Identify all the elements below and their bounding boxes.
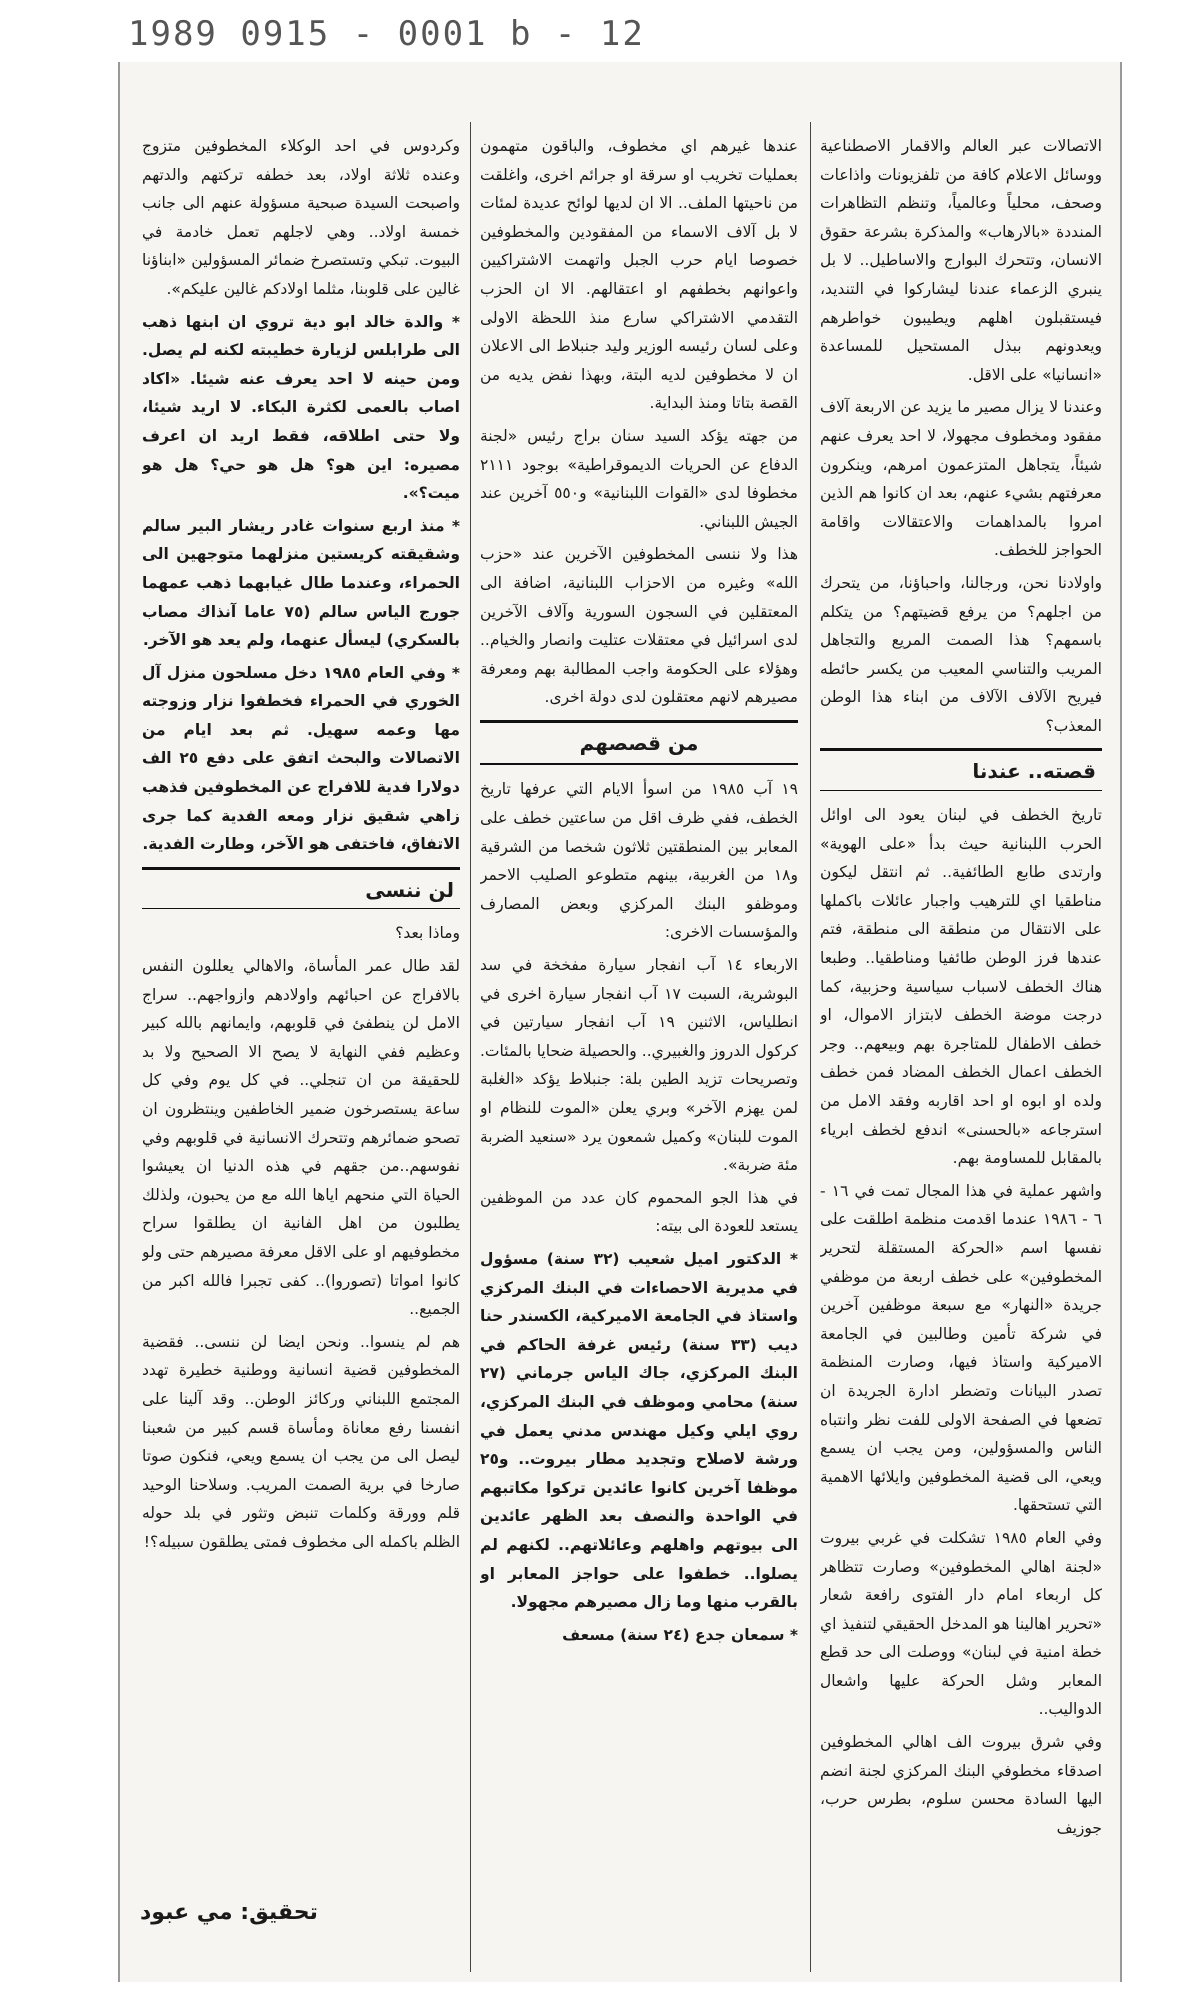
author-byline: تحقيق: مي عبود (140, 1900, 318, 1925)
article-column-middle (480, 132, 798, 1653)
paragraph: * وفي العام ١٩٨٥ دخل مسلحون منزل آل الخوري في الحمراء فخطفوا نزار وزوجته مها وعمه سهيل. ثم بعد ايام من الاتصالات والبحث اتفق على دفع ٢٥ الف دولارا فدية للافراج عن المخطوفين فذهب زاهي شقيق نزار ومعه الفدية كما جرى الاتفاق، فاختفى هو الآخر، وطارت الفدية. (142, 663, 460, 854)
paragraph: الاربعاء ١٤ آب انفجار سيارة مفخخة في سد البوشرية، السبت ١٧ آب انفجار سيارة اخرى في انطلياس، الاثنين ١٩ آب انفجار سيارتين في كركول الدروز والغبيري.. والحصيلة ضحايا بالمئات. وتصريحات تزيد الطين بلة: جنبلاط يؤكد «الغلبة لمن يهزم الآخر» وبري يعلن «الموت للنظام او الموت للبنان» وكميل شمعون يرد «سنعيد الضربة مئة ضربة». (480, 956, 798, 1175)
paragraph: عندها غيرهم اي مخطوف، والباقون متهمون بعمليات تخريب او سرقة او جرائم اخرى، واغلقت من ناحيتها الملف.. الا ان لديها لوائح عديدة لمئات لا بل آلاف الاسماء من المفقودين والمخطوفين خصوصا ايام حرب الجبل واتهمت الاشتراكيين واعوانهم بخطفهم او اعتقالهم. الا ان الحزب التقدمي الاشتراكي سارع منذ اللحظة الاولى وعلى لسان رئيسه الوزير وليد جنبلاط الى الاعلان ان لا مخطوفين لديه البتة، وبهذا نفض يديه من القصة بتاتا ومنذ البداية. (480, 137, 798, 413)
paragraph: وكردوس في احد الوكلاء المخطوفين متزوج وعنده ثلاثة اولاد، بعد خطفه تركتهم والدتهم واصبحت السيدة صبحية مسؤولة عنهم الى جانب خمسة اولاد.. وهي لاجلهم تعمل خادمة في البيوت. تبكي وتستصرخ ضمائر المسؤولين «ابناؤنا غالين على قلوبنا، مثلما اولادكم غالين عليكم». (142, 137, 460, 298)
column-divider (810, 122, 811, 1972)
paragraph: * الدكتور اميل شعيب (٣٢ سنة) مسؤول في مديرية الاحصاءات في البنك المركزي واستاذ في الجامعة الاميركية، الكسندر حنا ديب (٣٣ سنة) رئيس غرفة الحاكم في البنك المركزي، جاك الياس جرماني (٢٧ سنة) محامي وموظف في البنك المركزي، روي ايلي وكيل مهندس مدني يعمل في ورشة لاصلاح وتجديد مطار بيروت.. و٢٥ موظفا آخرين كانوا عائدين تركوا مكاتبهم في الواحدة والنصف بعد الظهر عائدين الى بيوتهم واهلهم وعائلاتهم.. لكنهم لم يصلوا.. خطفوا على حواجز المعابر او بالقرب منها وما زال مصيرهم مجهولا. (480, 1249, 798, 1612)
article-column-left (142, 132, 460, 1561)
archive-handwritten-code: 1989 0915 - 0001 b - 12 (128, 14, 645, 54)
paragraph: * سمعان جدع (٢٤ سنة) مسعف (562, 1625, 798, 1644)
paragraph: واولادنا نحن، ورجالنا، واحباؤنا، من يتحرك من اجلهم؟ من يرفع قضيتهم؟ من يتكلم باسمهم؟ هذا الصمت المريع والتجاهل المريب والتناسي المعيب من يكسر حائطه فيريح الآلاف الآلاف من ابناء هذا الوطن المعذب؟ (820, 573, 1102, 735)
column-divider (470, 122, 471, 1972)
paragraph: من جهته يؤكد السيد سنان براج رئيس «لجنة الدفاع عن الحريات الديموقراطية» بوجود ٢١١١ مخطوفا لدى «القوات اللبنانية» و٥٥٠ آخرين عند الجيش اللبناني. (480, 426, 798, 531)
paragraph: وفي العام ١٩٨٥ تشكلت في غربي بيروت «لجنة اهالي المخطوفين» وصارت تتظاهر كل اربعاء امام دار الفتوى رافعة شعار «تحرير اهالينا هو المدخل الحقيقي لتنفيذ اي خطة امنية في لبنان» ووصلت الى حد قطع المعابر وشل الحركة عليها واشعال الدواليب.. (820, 1528, 1102, 1719)
paragraph: وماذا بعد؟ (395, 924, 460, 943)
paragraph: وفي شرق بيروت الف اهالي المخطوفين اصدقاء مخطوفي البنك المركزي لجنة انضم اليها السادة محسن سلوم، بطرس حرب، جوزيف (820, 1733, 1102, 1837)
paragraph: تاريخ الخطف في لبنان يعود الى اوائل الحرب اللبنانية حيث بدأ «على الهوية» وارتدى طابع الطائفية.. ثم انتقل ليكون مناطقيا اي للترهيب واجبار عائلات باكملها على الانتقال من منطقة الى منطقة، فتم عندها فرز الوطن طائفيا ومناطقيا.. وطبعا هناك الخطف لاسباب سياسية وحزبية، كما درجت موضة الخطف لابتزاز الاموال، او خطف الاطفال للمتاجرة بهم وبيعهم.. وجر الخطف اعمال الخطف المضاد فمن خطف ولده او ابوه او احد اقاربه وفقد الامل من استرجاعه «بالحسنى» اندفع لخطف ابرياء بالمقابل للمساومة بهم. (820, 806, 1102, 1168)
paragraph: هذا ولا ننسى المخطوفين الآخرين عند «حزب الله» وغيره من الاحزاب اللبنانية، اضافة الى المعتقلين في السجون السورية وآلاف الآخرين لدى اسرائيل في معتقلات عتليت وانصار والخيام.. وهؤلاء على الحكومة واجب المطالبة بهم ومعرفة مصيرهم لانهم معتقلون لدى دولة اخرى. (480, 545, 798, 707)
paragraph: في هذا الجو المحموم كان عدد من الموظفين يستعد للعودة الى بيته: (480, 1188, 798, 1236)
paragraph: * منذ اربع سنوات غادر ريشار البير سالم وشقيقته كريستين منزلهما متوجهين الى الحمراء، وعندما طال غيابهما ذهب عمهما جورج الياس سالم (٧٥ عاما آنذاك مصاب بالسكري) ليسأل عنهما، ولم يعد هو الآخر. (142, 516, 460, 650)
newspaper-clipping (118, 62, 1122, 1982)
section-heading: لن ننسى (142, 867, 460, 910)
paragraph: واشهر عملية في هذا المجال تمت في ١٦ - ٦ - ١٩٨٦ عندما اقدمت منظمة اطلقت على نفسها اسم «الحركة المستقلة لتحرير المخطوفين» على خطف اربعة من موظفي جريدة «النهار» مع سبعة موظفين آخرين في شركة تأمين وطالبين في الجامعة الاميركية واستاذ فيها، وصارت المنظمة تصدر البيانات وتضطر ادارة الجريدة ان تضعها في الصفحة الاولى للفت نظر وانتباه الناس والمسؤولين، ومن يجب ان يسمع ويعي، الى قضية المخطوفين وايلائها الاهمية التي تستحقها. (820, 1181, 1102, 1515)
section-heading: قصته.. عندنا (820, 748, 1102, 791)
paragraph: * والدة خالد ابو دية تروي ان ابنها ذهب الى طرابلس لزيارة خطيبته لكنه لم يصل. ومن حينه لا احد يعرف عنه شيئا. «اكاد اصاب بالعمى لكثرة البكاء. لا اريد شيئا، ولا حتى اطلاقه، فقط اريد ان اعرف مصيره: اين هو؟ هل هو حي؟ هل هو ميت؟». (142, 312, 460, 503)
paragraph: ١٩ آب ١٩٨٥ من اسوأ الايام التي عرفها تاريخ الخطف، ففي ظرف اقل من ساعتين خطف على المعابر بين المنطقتين ثلاثون شخصا من الشرقية و١٨ من الغربية، بينهم متطوعو الصليب الاحمر وموظفو البنك المركزي وبعض المصارف والمؤسسات الاخرى: (480, 780, 798, 942)
paragraph: هم لم ينسوا.. ونحن ايضا لن ننسى.. فقضية المخطوفين قضية انسانية ووطنية خطيرة تهدد المجتمع اللبناني وركائز الوطن.. وقد آلينا على انفسنا رفع معاناة ومأساة قسم كبير من شعبنا ليصل الى من يجب ان يسمع ويعي، فنكون صوتا صارخا في برية الصمت المريب. وسلاحنا الوحيد قلم وورقة وكلمات تنبض وتثور في بلد حوله الظلم باكمله الى مخطوف فمتى يطلقون سبيله؟! (142, 1332, 460, 1551)
paragraph: وعندنا لا يزال مصير ما يزيد عن الاربعة آلاف مفقود ومخطوف مجهولا، لا احد يعرف عنهم شيئاً، يتجاهل المتزعمون امرهم، وينكرون معرفتهم بشيء عنهم، بعد ان كانوا هم الذين امروا بالمداهمات والاعتقالات واقامة الحواجز للخطف. (820, 398, 1102, 560)
paragraph: الاتصالات عبر العالم والاقمار الاصطناعية ووسائل الاعلام كافة من تلفزيونات واذاعات وصحف، محلياً وعالمياً، وتنظم التظاهرات المنددة «بالارهاب» والمذكرة بشرعة حقوق الانسان، وتتحرك البوارج والاساطيل.. لا بل ينبري الزعماء عندنا ليشاركوا في التنديد، فيستقبلون اهلهم ويطيبون خواطرهم ويعدونهم ببذل المستحيل للمساعدة «انسانيا» على الاقل. (820, 137, 1102, 384)
paragraph: لقد طال عمر المأساة، والاهالي يعللون النفس بالافراج عن احبائهم واولادهم وازواجهم.. سراج الامل لن ينطفئ في قلوبهم، وايمانهم بالله كبير وعظيم ففي النهاية لا يصح الا الصحيح ولا بد للحقيقة من ان تنجلي.. في كل يوم وفي كل ساعة يستصرخون ضمير الخاطفين وينتظرون ان تصحو ضمائرهم وتتحرك الانسانية في قلوبهم وفي نفوسهم..من جقهم في هذه الدنيا ان يعيشوا الحياة التي منحهم اياها الله مع من يحبون، ولذلك يطلبون من اهل الفانية ان يطلقوا سراح مخطوفيهم او على الاقل معرفة مصيرهم حتى ولو كانوا امواتا (تصوروا).. كفى تجبرا فالله اكبر من الجميع.. (142, 957, 460, 1319)
article-column-right (820, 132, 1102, 1846)
section-heading: من قصصهم (480, 720, 798, 766)
